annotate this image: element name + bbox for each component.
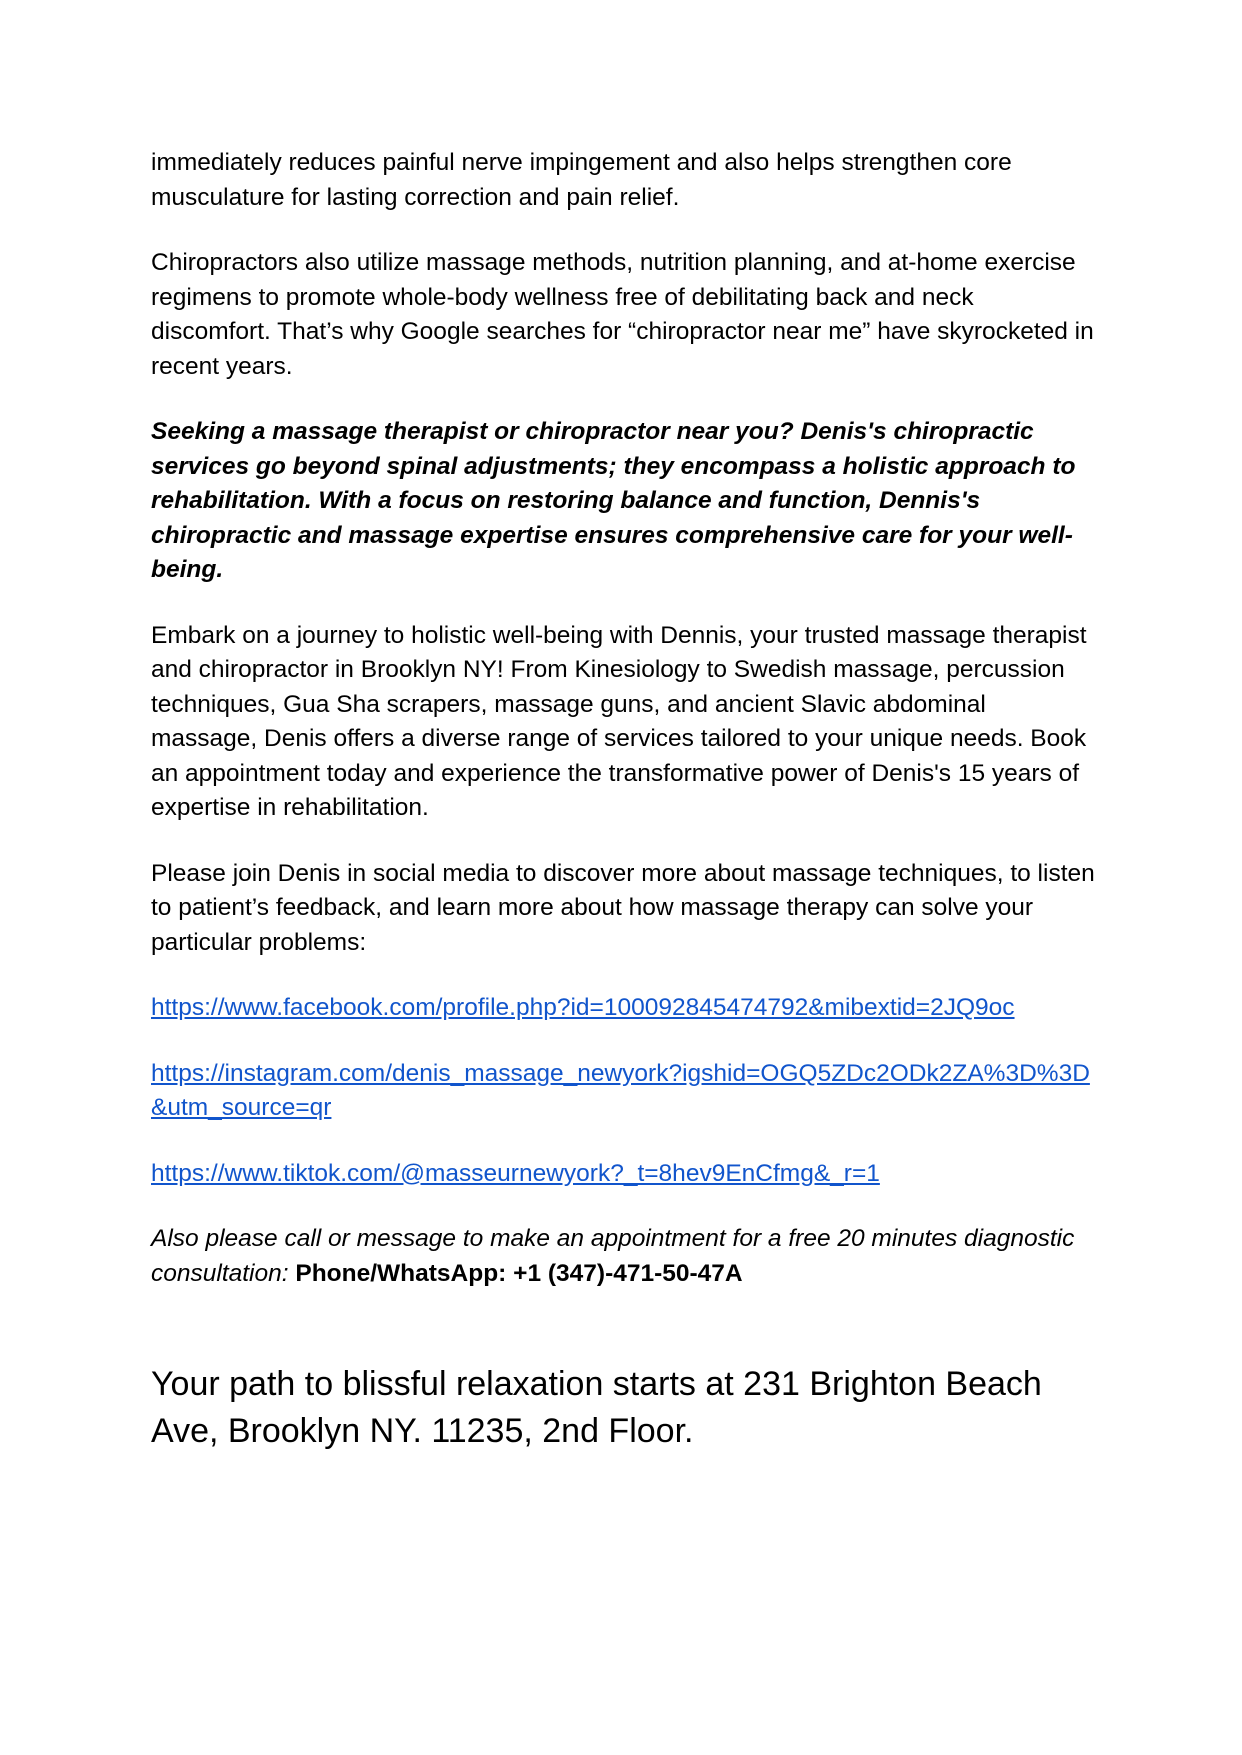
- paragraph-chiropractor-methods: Chiropractors also utilize massage methods, nutrition planning, and at-home exercise regimens to promote whole-body wellness free of debilitating back and neck discomfort. That’s why Google searches for “chiropractor near me” have skyrocketed in recent years.: [151, 249, 1094, 380]
- closing-address-heading: Your path to blissful relaxation starts at 231 Brighton Beach Ave, Brooklyn NY. 11235, 2nd Floor.: [151, 1365, 1042, 1450]
- paragraph-appointment-call: [151, 1222, 1096, 1291]
- tiktok-link[interactable]: https://www.tiktok.com/@masseurnewyork?_t=8hev9EnCfmg&_r=1: [151, 1159, 880, 1187]
- facebook-link-container: [151, 991, 1096, 1026]
- paragraph-seeking-therapist: Seeking a massage therapist or chiropractor near you? Denis's chiropractic services go beyond spinal adjustments; they encompass a holistic approach to rehabilitation. With a focus on restoring balance and function, Dennis's chiropractic and massage expertise ensures comprehensive care for your well-being.: [151, 418, 1076, 583]
- document-page: [151, 146, 1096, 1455]
- call-text: Also please call or message to make an appointment for a free 20 minutes diagnostic consultation:: [151, 1225, 1075, 1287]
- paragraph-social-media: Please join Denis in social media to discover more about massage techniques, to listen to patient’s feedback, and learn more about how massage therapy can solve your particular problems:: [151, 859, 1095, 956]
- phone-number: Phone/WhatsApp: +1 (347)-471-50-47A: [295, 1259, 743, 1287]
- instagram-link[interactable]: https://instagram.com/denis_massage_newyork?igshid=OGQ5ZDc2ODk2ZA%3D%3D&utm_source=qr: [151, 1059, 1090, 1121]
- instagram-link-container: [151, 1057, 1096, 1126]
- tiktok-link-container: [151, 1157, 1096, 1192]
- paragraph-intro-continuation: immediately reduces painful nerve impingement and also helps strengthen core musculature for lasting correction and pain relief.: [151, 149, 1012, 211]
- facebook-link[interactable]: https://www.facebook.com/profile.php?id=100092845474792&mibextid=2JQ9oc: [151, 994, 1015, 1021]
- paragraph-embark-journey: Embark on a journey to holistic well-being with Dennis, your trusted massage therapist and chiropractor in Brooklyn NY! From Kinesiology to Swedish massage, percussion techniques, Gua Sha scrapers, massage guns, and ancient Slavic abdominal massage, Denis offers a diverse range of services tailored to your unique needs. Book an appointment today and experience the transformative power of Denis's 15 years of expertise in rehabilitation.: [151, 621, 1087, 821]
